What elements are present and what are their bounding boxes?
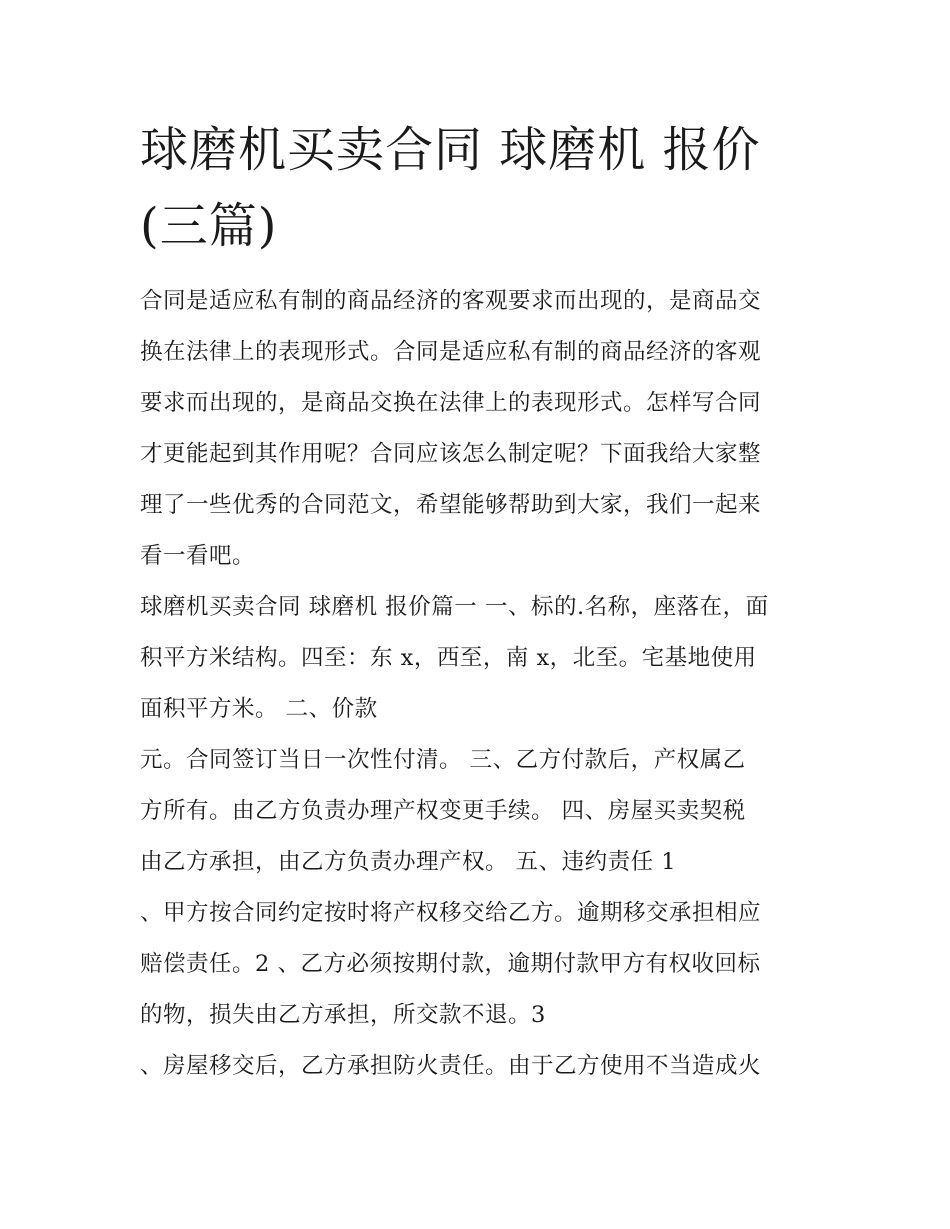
body-line: 要求而出现的，是商品交换在法律上的表现形式。怎样写合同 [140,390,762,416]
body-line: 积平方米结构。四至：东 x，西至，南 x，北至。宅基地使用 [140,645,757,671]
body-line: 赔偿责任。2 、乙方必须按期付款，逾期付款甲方有权收回标 [140,951,761,977]
title-line: (三篇) [140,198,278,254]
body-line: 、房屋移交后，乙方承担防火责任。由于乙方使用不当造成火 [140,1053,762,1079]
body-line: 的物，损失由乙方承担，所交款不退。3 [140,1002,546,1028]
body-line: 元。合同签订当日一次性付清。 三、乙方付款后，产权属乙 [140,747,746,773]
body-line: 看一看吧。 [140,543,256,569]
body-line: 合同是适应私有制的商品经济的客观要求而出现的，是商品交 [140,288,762,314]
title-line: 球磨机买卖合同 球磨机 报价 [140,122,761,178]
body-line: 面积平方米。 二、价款 [140,696,378,722]
document-body [140,276,830,1092]
body-line: 理了一些优秀的合同范文，希望能够帮助到大家，我们一起来 [140,492,762,518]
body-line: 换在法律上的表现形式。合同是适应私有制的商品经济的客观 [140,339,762,365]
body-line: 球磨机买卖合同 球磨机 报价篇一 一、标的.名称，座落在，面 [140,594,769,620]
body-line: 、甲方按合同约定按时将产权移交给乙方。逾期移交承担相应 [140,900,762,926]
body-line: 由乙方承担，由乙方负责办理产权。 五、违约责任 1 [140,849,677,875]
body-line: 方所有。由乙方负责办理产权变更手续。 四、房屋买卖契税 [140,798,746,824]
document-title [140,112,820,264]
body-line: 才更能起到其作用呢？合同应该怎么制定呢？下面我给大家整 [140,441,762,467]
